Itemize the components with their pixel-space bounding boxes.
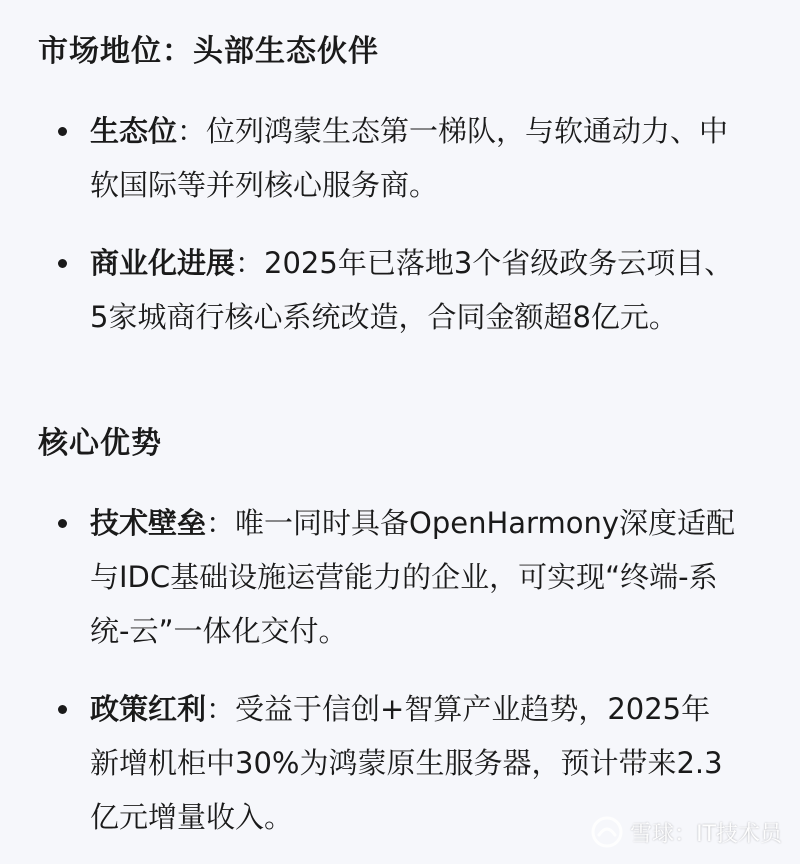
bullet-dot-icon	[58, 259, 67, 268]
list-item	[58, 104, 738, 212]
bullet-body: ：唯一同时具备OpenHarmony深度适配与IDC基础设施运营能力的企业，可实现“终端-系统-云”一体化交付。	[90, 506, 735, 648]
watermark	[590, 812, 782, 852]
bullet-dot-icon	[58, 127, 67, 136]
bullet-dot-icon	[58, 519, 67, 528]
bullet-label: 技术壁垒	[90, 506, 207, 540]
bullet-label: 商业化进展	[90, 246, 236, 280]
bullet-body: ：受益于信创+智算产业趋势，2025年新增机柜中30%为鸿蒙原生服务器，预计带来2.3亿元增量收入。	[90, 692, 723, 834]
section-heading-market-position: 市场地位：头部生态伙伴	[38, 34, 379, 69]
bullet-dot-icon	[58, 705, 67, 714]
list-item	[58, 496, 738, 658]
snowball-logo-icon	[590, 815, 624, 849]
bullet-body: ：位列鸿蒙生态第一梯队，与软通动力、中软国际等并列核心服务商。	[90, 114, 729, 202]
watermark-text: 雪球：IT技术员	[630, 821, 782, 847]
bullet-label: 生态位	[90, 114, 178, 148]
list-item	[58, 236, 738, 344]
bullet-body: ：2025年已落地3个省级政务云项目、5家城商行核心系统改造，合同金额超8亿元。	[90, 246, 734, 334]
section-heading-core-advantages: 核心优势	[38, 426, 162, 461]
bullet-label: 政策红利	[90, 692, 207, 726]
